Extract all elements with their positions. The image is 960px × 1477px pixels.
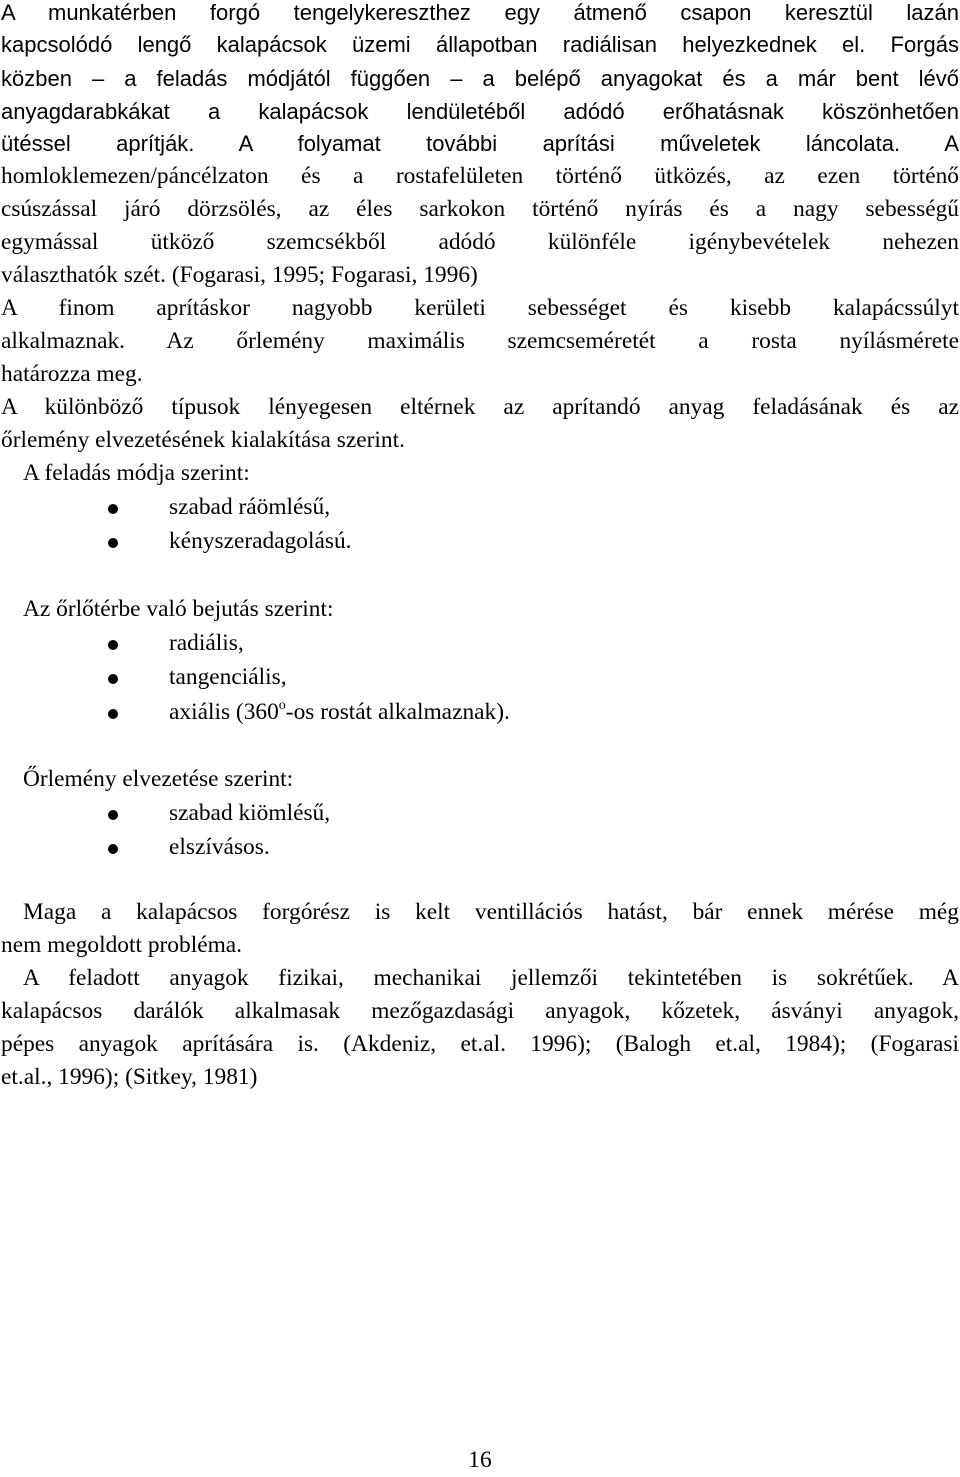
text-line: A feladott anyagok fizikai, mechanikai jellemzői tekintetében is sokrétűek. A — [23, 965, 959, 991]
text-line: A finom aprításkor nagyobb kerületi sebességet és kisebb kalapácssúlyt — [1, 295, 959, 321]
list-item-text: elszívásos. — [169, 834, 270, 860]
entry-heading: Az őrlőtérbe való bejutás szerint: — [23, 596, 334, 622]
text-line: ütéssel aprítják. A folyamat további aprítási műveletek láncolata. A — [1, 131, 959, 156]
list-item-text: szabad ráömlésű, — [169, 494, 331, 520]
text-line: határozza meg. — [1, 361, 143, 387]
bullet-icon — [108, 640, 118, 650]
list-item-text: kényszeradagolású. — [169, 528, 352, 554]
text-line: homloklemezen/páncélzaton és a rostafelületen történő ütközés, az ezen történő — [1, 163, 959, 189]
list-item-text: radiális, — [169, 630, 244, 656]
text-line: nem megoldott probléma. — [1, 932, 242, 958]
text-line: egymással ütköző szemcsékből adódó különféle igénybevételek nehezen — [1, 229, 959, 255]
discharge-heading: Őrlemény elvezetése szerint: — [23, 766, 294, 792]
bullet-icon — [108, 538, 118, 548]
bullet-icon — [108, 504, 118, 514]
list-item-text: szabad kiömlésű, — [169, 800, 331, 826]
page-number: 16 — [468, 1447, 492, 1473]
text-line: őrlemény elvezetésének kialakítása szerint. — [1, 427, 405, 453]
text-line: et.al., 1996); (Sitkey, 1981) — [1, 1064, 258, 1090]
text-line: anyagdarabkákat a kalapácsok lendületéből adódó erőhatásnak köszönhetően — [1, 99, 959, 124]
text-line: Maga a kalapácsos forgórész is kelt ventillációs hatást, bár ennek mérése még — [23, 899, 959, 925]
feed-heading: A feladás módja szerint: — [23, 460, 250, 486]
text-line: alkalmaznak. Az őrlemény maximális szemcseméretét a rosta nyílásmérete — [1, 328, 959, 354]
bullet-icon — [108, 674, 118, 684]
bullet-icon — [108, 810, 118, 820]
list-item-text — [169, 696, 510, 729]
text-line: pépes anyagok aprítására is. (Akdeniz, et.al. 1996); (Balogh et.al, 1984); (Fogarasi — [1, 1031, 959, 1057]
axial-text-after: -os rostát alkalmaznak). — [285, 699, 510, 725]
text-line: közben – a feladás módjától függően – a belépő anyagokat és a már bent lévő — [1, 66, 959, 91]
text-line: A munkatérben forgó tengelykereszthez egy átmenő csapon keresztül lazán — [1, 0, 959, 25]
list-item-text: tangenciális, — [169, 664, 287, 690]
degree-superscript: o — [278, 698, 286, 713]
bullet-icon — [108, 844, 118, 854]
text-line: kalapácsos darálók alkalmasak mezőgazdasági anyagok, kőzetek, ásványi anyagok, — [1, 998, 959, 1024]
bullet-icon — [108, 709, 118, 719]
text-line: választhatók szét. (Fogarasi, 1995; Fogarasi, 1996) — [1, 262, 478, 288]
text-line: A különböző típusok lényegesen eltérnek az aprítandó anyag feladásának és az — [1, 394, 959, 420]
axial-text-before: axiális (360 — [169, 699, 279, 725]
text-line: kapcsolódó lengő kalapácsok üzemi állapotban radiálisan helyezkednek el. Forgás — [1, 32, 959, 57]
text-line: csúszással járó dörzsölés, az éles sarkokon történő nyírás és a nagy sebességű — [1, 196, 959, 222]
